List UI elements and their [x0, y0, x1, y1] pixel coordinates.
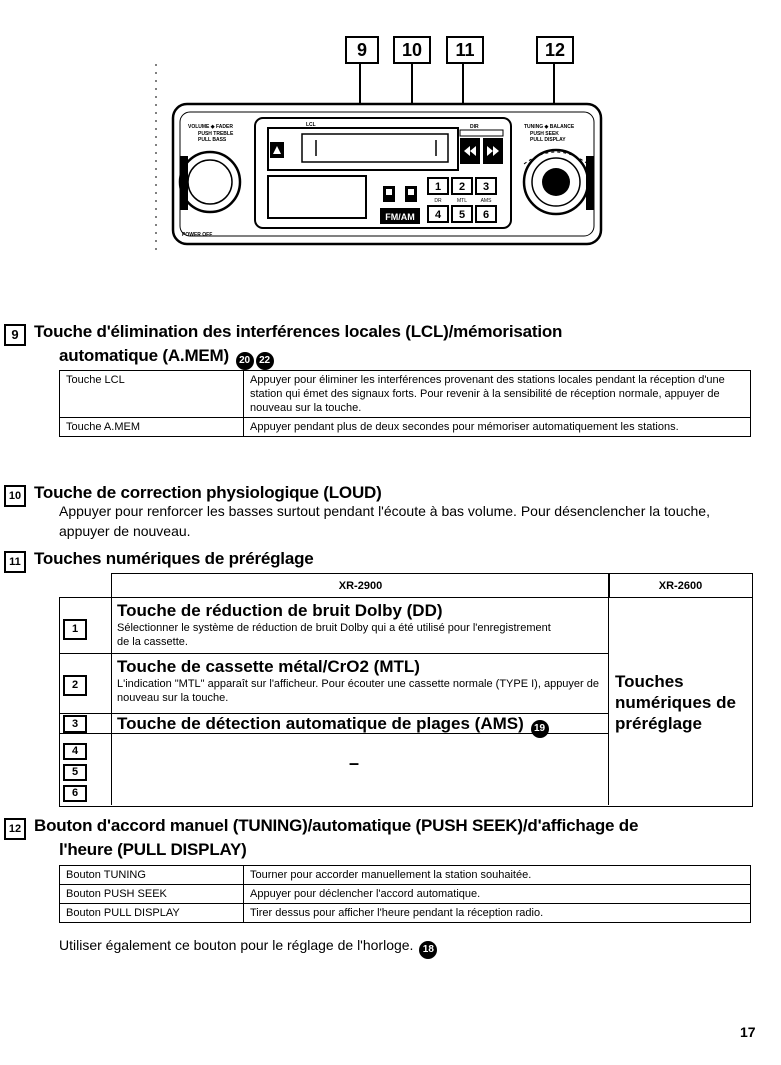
svg-text:POWER OFF: POWER OFF: [182, 232, 213, 238]
svg-text:DR: DR: [434, 198, 442, 204]
table-key: Bouton TUNING: [60, 866, 244, 885]
section-9-title-line1: Touche d'élimination des interférences locales (LCL)/mémorisation: [34, 322, 563, 341]
table-value: Appuyer pendant plus de deux secondes pour mémoriser automatiquement les stations.: [244, 418, 751, 437]
callout-12: 12: [536, 36, 574, 64]
table-row: [60, 904, 751, 923]
svg-text:5: 5: [458, 209, 466, 221]
section-12-note: [59, 935, 437, 959]
row-1-title: Touche de réduction de bruit Dolby (DD): [117, 601, 443, 620]
section-9-number: 9: [4, 324, 26, 346]
section-12-title-line1: Bouton d'accord manuel (TUNING)/automatique (PUSH SEEK)/d'affichage de: [34, 816, 639, 835]
ref-icon: 19: [531, 720, 549, 738]
svg-text:DIR: DIR: [470, 124, 479, 130]
table-key: Touche A.MEM: [60, 418, 244, 437]
section-11-table: [59, 573, 752, 805]
section-10-number: 10: [4, 485, 26, 507]
row-3-title: [117, 714, 549, 738]
ref-icon: 18: [419, 941, 437, 959]
svg-text:1: 1: [434, 181, 442, 193]
xr2600-preset-label: Touches numériques de préréglage: [615, 672, 736, 733]
preset-key-6: 6: [63, 785, 87, 802]
table-row: [60, 866, 751, 885]
svg-text:PULL DISPLAY: PULL DISPLAY: [530, 137, 566, 143]
table-value: Tourner pour accorder manuellement la station souhaitée.: [244, 866, 751, 885]
preset-key-4: 4: [63, 743, 87, 760]
section-9-title-text: automatique (A.MEM): [59, 346, 229, 365]
table-value: Appuyer pour éliminer les interférences provenant des stations locales pendant la réception d'une station qui émet des signaux forts. Pour revenir à la sensibilité de réception normale, appuyer de nouveau sur la touche.: [244, 371, 751, 418]
callout-9: 9: [345, 36, 379, 64]
ref-icon: 22: [256, 352, 274, 370]
row-1-text: Sélectionner le système de réduction de bruit Dolby qui a été utilisé pour l'enregistrement de la cassette.: [117, 622, 551, 648]
table-key: Touche LCL: [60, 371, 244, 418]
section-10-text: Appuyer pour renforcer les basses surtout pendant l'écoute à bas volume. Pour désenclencher la touche, appuyer de nouveau.: [59, 503, 710, 539]
section-9-table: [59, 370, 751, 437]
svg-text:MTL: MTL: [457, 198, 467, 204]
row-3-title-text: Touche de détection automatique de plages (AMS): [117, 714, 524, 733]
svg-text:AMS: AMS: [480, 198, 492, 204]
section-12-number: 12: [4, 818, 26, 840]
svg-text:PULL BASS: PULL BASS: [198, 137, 227, 143]
preset-key-3: 3: [63, 715, 87, 733]
table-key: Bouton PUSH SEEK: [60, 885, 244, 904]
svg-text:4: 4: [434, 209, 442, 221]
preset-key-5: 5: [63, 764, 87, 781]
callout-11: 11: [446, 36, 484, 64]
table-value: Appuyer pour déclencher l'accord automatique.: [244, 885, 751, 904]
callout-10: 10: [393, 36, 431, 64]
svg-text:TUNING ◆ BALANCE: TUNING ◆ BALANCE: [524, 124, 575, 130]
section-11-title: Touches numériques de préréglage: [34, 549, 314, 568]
page-number: 17: [740, 1024, 756, 1040]
table-key: Bouton PULL DISPLAY: [60, 904, 244, 923]
svg-text:LCL: LCL: [306, 122, 316, 128]
section-12-note-text: Utiliser également ce bouton pour le réglage de l'horloge.: [59, 937, 414, 953]
svg-text:3: 3: [482, 181, 490, 193]
table-row: [60, 418, 751, 437]
svg-text:VOLUME ◆ FADER: VOLUME ◆ FADER: [188, 124, 233, 130]
table-row: [60, 885, 751, 904]
row-2-text: L'indication "MTL" apparaît sur l'afficheur. Pour écouter une cassette normale (TYPE I), appuyer de nouveau sur la touche.: [117, 678, 600, 704]
svg-text:FM/AM: FM/AM: [385, 212, 415, 222]
table-row: [60, 371, 751, 418]
section-11-number: 11: [4, 551, 26, 573]
radio-illustration: [140, 60, 610, 260]
section-12-title-line2: l'heure (PULL DISPLAY): [59, 840, 247, 859]
column-header-xr2600: XR-2600: [608, 573, 753, 598]
row-2-title: Touche de cassette métal/CrO2 (MTL): [117, 657, 420, 676]
section-9-title-line2: [59, 345, 274, 370]
preset-key-1: 1: [63, 619, 87, 640]
ref-icon: 20: [236, 352, 254, 370]
preset-key-2: 2: [63, 675, 87, 696]
column-header-xr2900: XR-2900: [111, 573, 610, 598]
svg-text:2: 2: [458, 181, 466, 193]
section-10-title: Touche de correction physiologique (LOUD): [34, 483, 382, 502]
svg-text:6: 6: [482, 209, 490, 221]
row-4-dash: –: [349, 753, 360, 773]
table-value: Tirer dessus pour afficher l'heure pendant la réception radio.: [244, 904, 751, 923]
svg-text:PUSH TREBLE: PUSH TREBLE: [198, 131, 234, 137]
section-12-table: [59, 865, 751, 923]
svg-text:PUSH SEEK: PUSH SEEK: [530, 131, 559, 137]
